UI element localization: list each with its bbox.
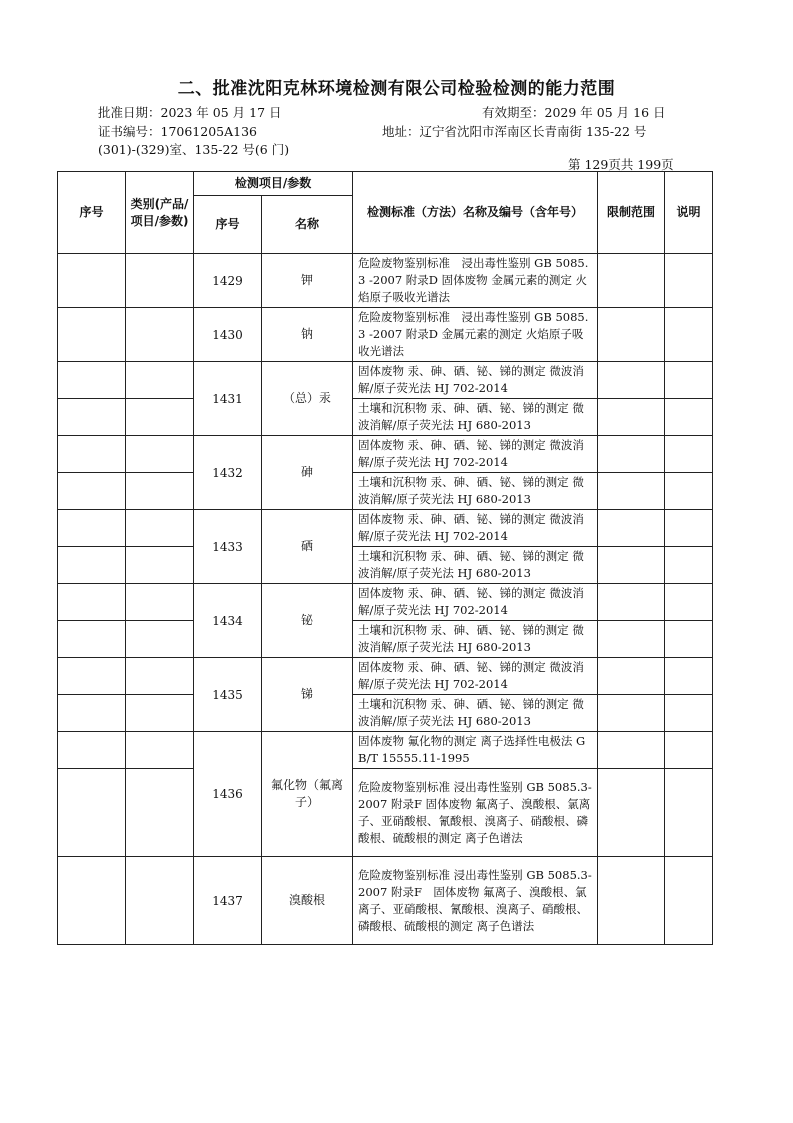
limit-cell (598, 510, 665, 547)
limit-cell (598, 308, 665, 362)
note-cell (665, 584, 713, 621)
note-cell (665, 473, 713, 510)
limit-cell (598, 769, 665, 857)
category-cell (126, 769, 194, 857)
standard-cell: 土壤和沉积物 汞、砷、硒、铋、锑的测定 微波消解/原子荧光法 HJ 680-2013 (353, 621, 598, 658)
seq-cell (58, 362, 126, 399)
seq-cell (58, 510, 126, 547)
standard-cell: 固体废物 氟化物的测定 离子选择性电极法 GB/T 15555.11-1995 (353, 732, 598, 769)
table-row (58, 732, 713, 769)
item-number: 1432 (194, 436, 262, 510)
seq-cell (58, 254, 126, 308)
note-cell (665, 769, 713, 857)
item-number: 1434 (194, 584, 262, 658)
address-rooms: (301)-(329)室、135-22 号(6 门) (98, 142, 290, 157)
standard-cell: 固体废物 汞、砷、硒、铋、锑的测定 微波消解/原子荧光法 HJ 702-2014 (353, 362, 598, 399)
valid-until: 有效期至：2029 年 05 月 16 日 (482, 105, 666, 120)
header-limit: 限制范围 (598, 172, 665, 254)
category-cell (126, 362, 194, 399)
page-title: 二、批准沈阳克林环境检测有限公司检验检测的能力范围 (177, 79, 616, 99)
standard-cell: 土壤和沉积物 汞、砷、硒、铋、锑的测定 微波消解/原子荧光法 HJ 680-2013 (353, 399, 598, 436)
item-name: （总）汞 (262, 362, 353, 436)
limit-cell (598, 473, 665, 510)
item-name: 钾 (262, 254, 353, 308)
standard-cell: 土壤和沉积物 汞、砷、硒、铋、锑的测定 微波消解/原子荧光法 HJ 680-2013 (353, 547, 598, 584)
standard-cell: 危险废物鉴别标准 浸出毒性鉴别 GB 5085.3-2007 附录F 固体废物 氟离子、溴酸根、氯离子、亚硝酸根、氰酸根、溴离子、硝酸根、磷酸根、硫酸根的测定 离子色谱法 (353, 857, 598, 945)
standard-cell: 危险废物鉴别标准 浸出毒性鉴别 GB 5085.3 -2007 附录D 固体废物 金属元素的测定 火焰原子吸收光谱法 (353, 254, 598, 308)
table-row (58, 658, 713, 695)
seq-cell (58, 308, 126, 362)
seq-cell (58, 857, 126, 945)
note-cell (665, 399, 713, 436)
table-row (58, 584, 713, 621)
seq-cell (58, 732, 126, 769)
note-cell (665, 436, 713, 473)
approval-date: 批准日期：2023 年 05 月 17 日 (98, 105, 282, 120)
limit-cell (598, 436, 665, 473)
header-item-group: 检测项目/参数 (194, 172, 353, 196)
capability-table (57, 171, 713, 945)
category-cell (126, 695, 194, 732)
limit-cell (598, 732, 665, 769)
table-row (58, 695, 713, 732)
item-number: 1436 (194, 732, 262, 857)
standard-cell: 危险废物鉴别标准 浸出毒性鉴别 GB 5085.3-2007 附录F 固体废物 氟离子、溴酸根、氯离子、亚硝酸根、氰酸根、溴离子、硝酸根、磷酸根、硫酸根的测定 离子色谱法 (353, 769, 598, 857)
item-name: 锑 (262, 658, 353, 732)
category-cell (126, 547, 194, 584)
category-cell (126, 584, 194, 621)
capability-table-wrapper (57, 171, 712, 945)
table-body (58, 254, 713, 945)
header-category: 类别(产品/项目/参数) (126, 172, 194, 254)
item-name: 钠 (262, 308, 353, 362)
limit-cell (598, 399, 665, 436)
item-number: 1435 (194, 658, 262, 732)
category-cell (126, 658, 194, 695)
seq-cell (58, 769, 126, 857)
table-row (58, 621, 713, 658)
limit-cell (598, 547, 665, 584)
table-row (58, 254, 713, 308)
note-cell (665, 547, 713, 584)
item-number: 1437 (194, 857, 262, 945)
seq-cell (58, 584, 126, 621)
seq-cell (58, 473, 126, 510)
table-row (58, 399, 713, 436)
standard-cell: 土壤和沉积物 汞、砷、硒、铋、锑的测定 微波消解/原子荧光法 HJ 680-2013 (353, 695, 598, 732)
page-info: 第 129页共 199页 (568, 157, 674, 172)
seq-cell (58, 658, 126, 695)
seq-cell (58, 621, 126, 658)
note-cell (665, 362, 713, 399)
limit-cell (598, 658, 665, 695)
standard-cell: 固体废物 汞、砷、硒、铋、锑的测定 微波消解/原子荧光法 HJ 702-2014 (353, 658, 598, 695)
note-cell (665, 857, 713, 945)
note-cell (665, 254, 713, 308)
table-row (58, 362, 713, 399)
table-row (58, 308, 713, 362)
item-number: 1431 (194, 362, 262, 436)
category-cell (126, 510, 194, 547)
header-note: 说明 (665, 172, 713, 254)
limit-cell (598, 857, 665, 945)
seq-cell (58, 547, 126, 584)
category-cell (126, 254, 194, 308)
category-cell (126, 857, 194, 945)
item-number: 1429 (194, 254, 262, 308)
table-row (58, 436, 713, 473)
item-name: 氟化物（氟离子） (262, 732, 353, 857)
standard-cell: 固体废物 汞、砷、硒、铋、锑的测定 微波消解/原子荧光法 HJ 702-2014 (353, 584, 598, 621)
table-row (58, 769, 713, 857)
standard-cell: 危险废物鉴别标准 浸出毒性鉴别 GB 5085.3 -2007 附录D 金属元素的测定 火焰原子吸收光谱法 (353, 308, 598, 362)
item-name: 溴酸根 (262, 857, 353, 945)
table-row (58, 547, 713, 584)
address: 地址：辽宁省沈阳市浑南区长青南街 135-22 号 (382, 124, 647, 139)
category-cell (126, 621, 194, 658)
note-cell (665, 308, 713, 362)
note-cell (665, 621, 713, 658)
seq-cell (58, 436, 126, 473)
limit-cell (598, 621, 665, 658)
limit-cell (598, 362, 665, 399)
certificate-number: 证书编号：17061205A136 (98, 124, 258, 139)
item-number: 1433 (194, 510, 262, 584)
category-cell (126, 436, 194, 473)
limit-cell (598, 584, 665, 621)
note-cell (665, 658, 713, 695)
category-cell (126, 732, 194, 769)
standard-cell: 土壤和沉积物 汞、砷、硒、铋、锑的测定 微波消解/原子荧光法 HJ 680-2013 (353, 473, 598, 510)
limit-cell (598, 695, 665, 732)
table-row (58, 510, 713, 547)
item-number: 1430 (194, 308, 262, 362)
category-cell (126, 473, 194, 510)
standard-cell: 固体废物 汞、砷、硒、铋、锑的测定 微波消解/原子荧光法 HJ 702-2014 (353, 510, 598, 547)
note-cell (665, 695, 713, 732)
header-standard: 检测标准（方法）名称及编号（含年号） (353, 172, 598, 254)
table-row (58, 473, 713, 510)
note-cell (665, 732, 713, 769)
header-seq: 序号 (58, 172, 126, 254)
seq-cell (58, 399, 126, 436)
category-cell (126, 399, 194, 436)
item-name: 硒 (262, 510, 353, 584)
limit-cell (598, 254, 665, 308)
standard-cell: 固体废物 汞、砷、硒、铋、锑的测定 微波消解/原子荧光法 HJ 702-2014 (353, 436, 598, 473)
header-item-seq: 序号 (194, 196, 262, 254)
seq-cell (58, 695, 126, 732)
note-cell (665, 510, 713, 547)
item-name: 砷 (262, 436, 353, 510)
header-item-name: 名称 (262, 196, 353, 254)
table-row (58, 857, 713, 945)
item-name: 铋 (262, 584, 353, 658)
category-cell (126, 308, 194, 362)
